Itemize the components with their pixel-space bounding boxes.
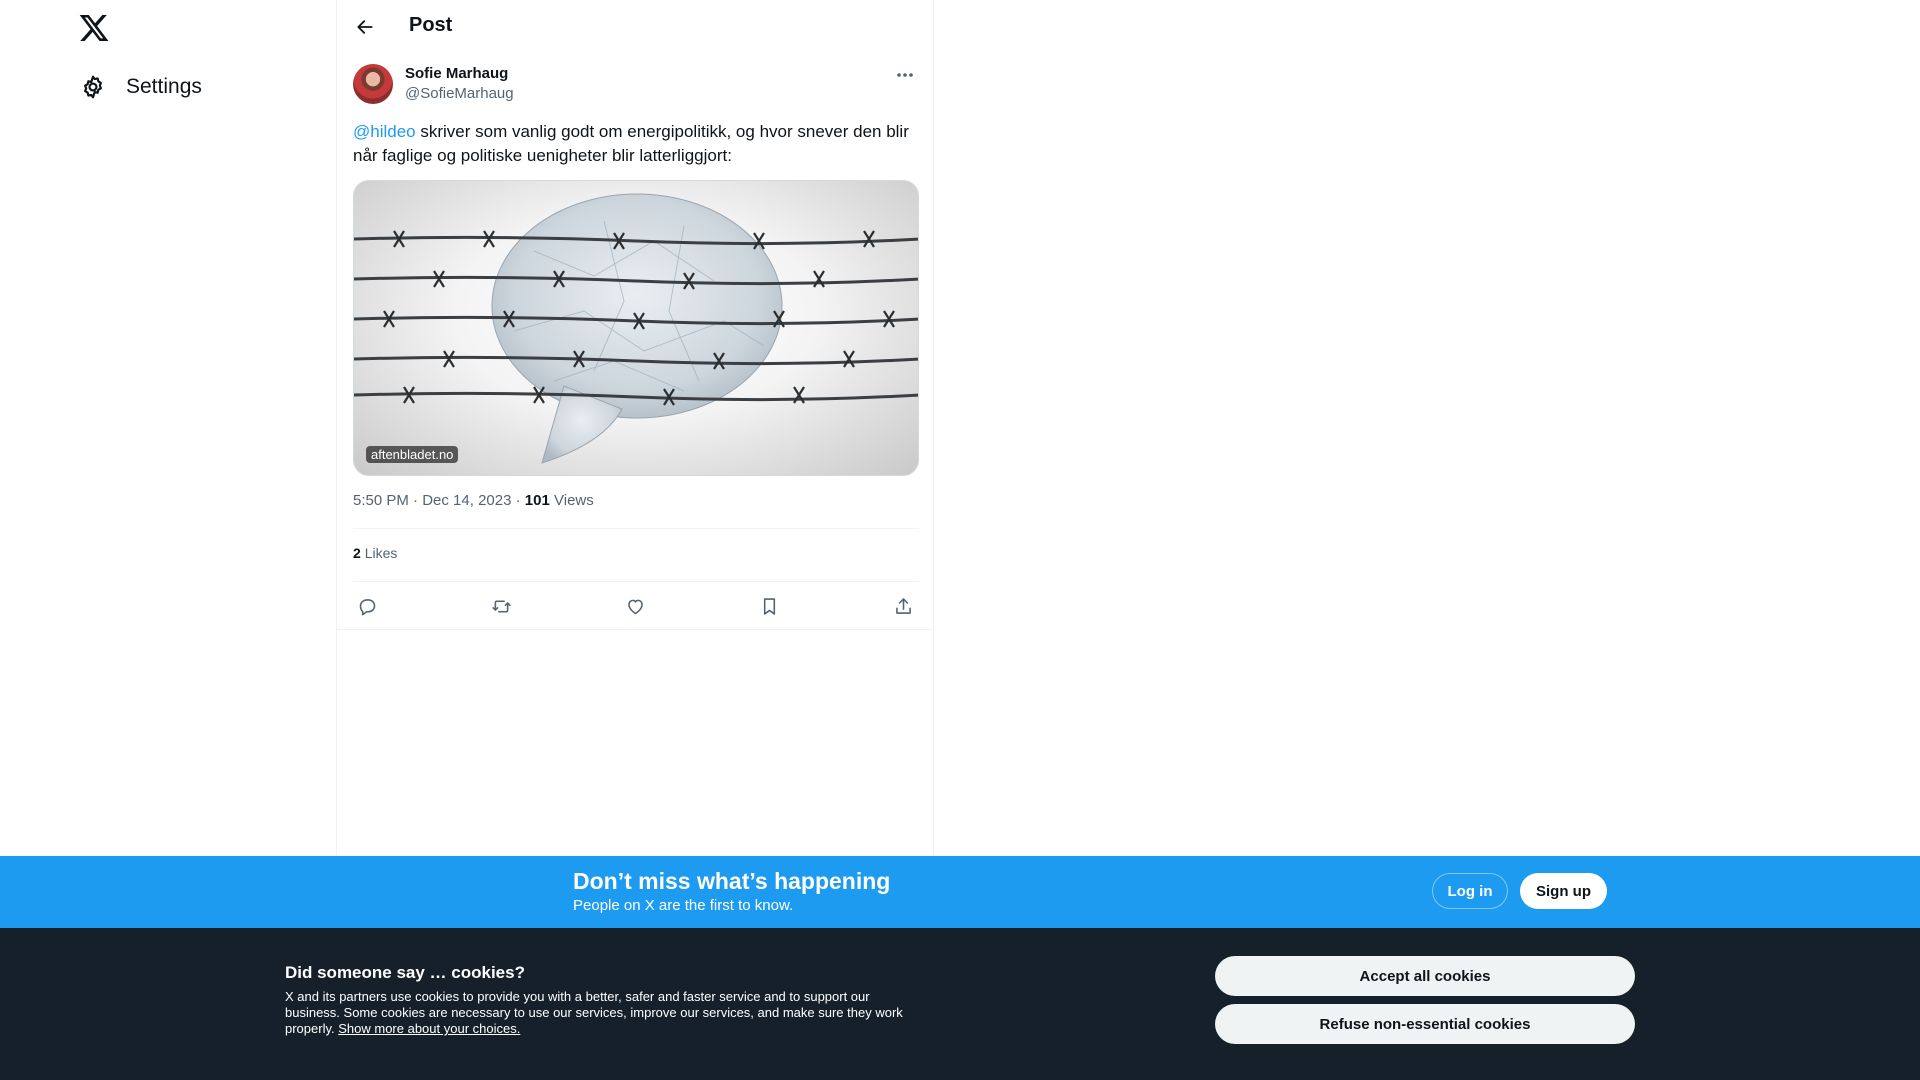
arrow-left-icon bbox=[355, 17, 375, 37]
post-actions bbox=[353, 592, 919, 620]
gear-icon bbox=[80, 74, 106, 100]
banner-title: Don’t miss what’s happening bbox=[573, 868, 891, 894]
post-author bbox=[353, 64, 919, 108]
divider bbox=[337, 629, 935, 630]
divider bbox=[353, 528, 919, 529]
share-icon bbox=[893, 596, 914, 617]
more-horizontal-icon bbox=[896, 72, 914, 78]
mention-link[interactable]: @hildeo bbox=[353, 122, 416, 141]
post-header bbox=[337, 0, 935, 53]
post-date[interactable]: Dec 14, 2023 bbox=[422, 492, 512, 509]
cookie-description bbox=[285, 989, 910, 1037]
post-text bbox=[353, 120, 919, 168]
likes-count: 2 bbox=[353, 545, 361, 561]
avatar[interactable] bbox=[353, 64, 393, 104]
accept-all-cookies-button[interactable]: Accept all cookies bbox=[1215, 956, 1635, 996]
author-handle[interactable]: @SofieMarhaug bbox=[405, 85, 514, 102]
post-text-body: skriver som vanlig godt om energipolitikk, og hvor snever den blir når faglige og politiske uenigheter blir latterliggjort: bbox=[353, 122, 909, 165]
refuse-non-essential-cookies-button[interactable]: Refuse non-essential cookies bbox=[1215, 1004, 1635, 1044]
banner-subtitle: People on X are the first to know. bbox=[573, 897, 794, 914]
post-meta: 5:50 PM · Dec 14, 2023 · 101 Views bbox=[353, 492, 594, 509]
like-button[interactable] bbox=[621, 592, 649, 620]
link-card-image[interactable] bbox=[353, 180, 919, 476]
heart-icon bbox=[625, 596, 646, 617]
sign-up-button[interactable]: Sign up bbox=[1520, 873, 1607, 909]
speech-bubble-barbed-wire-image bbox=[354, 181, 919, 476]
likes-summary[interactable] bbox=[353, 545, 397, 561]
post-time[interactable]: 5:50 PM bbox=[353, 492, 409, 509]
author-display-name[interactable]: Sofie Marhaug bbox=[405, 65, 509, 82]
page-title: Post bbox=[409, 14, 453, 36]
back-button[interactable] bbox=[351, 13, 379, 41]
x-logo-icon[interactable] bbox=[78, 12, 110, 44]
repost-icon bbox=[491, 596, 512, 617]
views-count: 101 bbox=[524, 492, 550, 509]
cookie-choices-link[interactable]: Show more about your choices. bbox=[338, 1021, 521, 1036]
views-label: Views bbox=[554, 492, 594, 509]
signup-banner bbox=[0, 856, 1920, 928]
bookmark-icon bbox=[759, 596, 780, 617]
nav-settings-item[interactable] bbox=[80, 70, 202, 104]
reply-button[interactable] bbox=[353, 592, 381, 620]
likes-label: Likes bbox=[364, 545, 398, 561]
cookie-body-text: X and its partners use cookies to provide you with a better, safer and faster service and to support our business. Some cookies are necessary to use our services, improve our services, and make sure they work properly. bbox=[285, 989, 903, 1036]
log-in-button[interactable]: Log in bbox=[1432, 873, 1508, 909]
share-button[interactable] bbox=[889, 592, 917, 620]
repost-button[interactable] bbox=[487, 592, 515, 620]
reply-icon bbox=[357, 596, 378, 617]
nav-settings-label: Settings bbox=[126, 75, 202, 98]
divider bbox=[353, 581, 919, 582]
bookmark-button[interactable] bbox=[755, 592, 783, 620]
media-source-label: aftenbladet.no bbox=[366, 446, 458, 463]
cookie-title: Did someone say … cookies? bbox=[285, 963, 525, 982]
more-options-button[interactable] bbox=[891, 64, 919, 86]
cookie-consent-panel bbox=[0, 928, 1920, 1080]
